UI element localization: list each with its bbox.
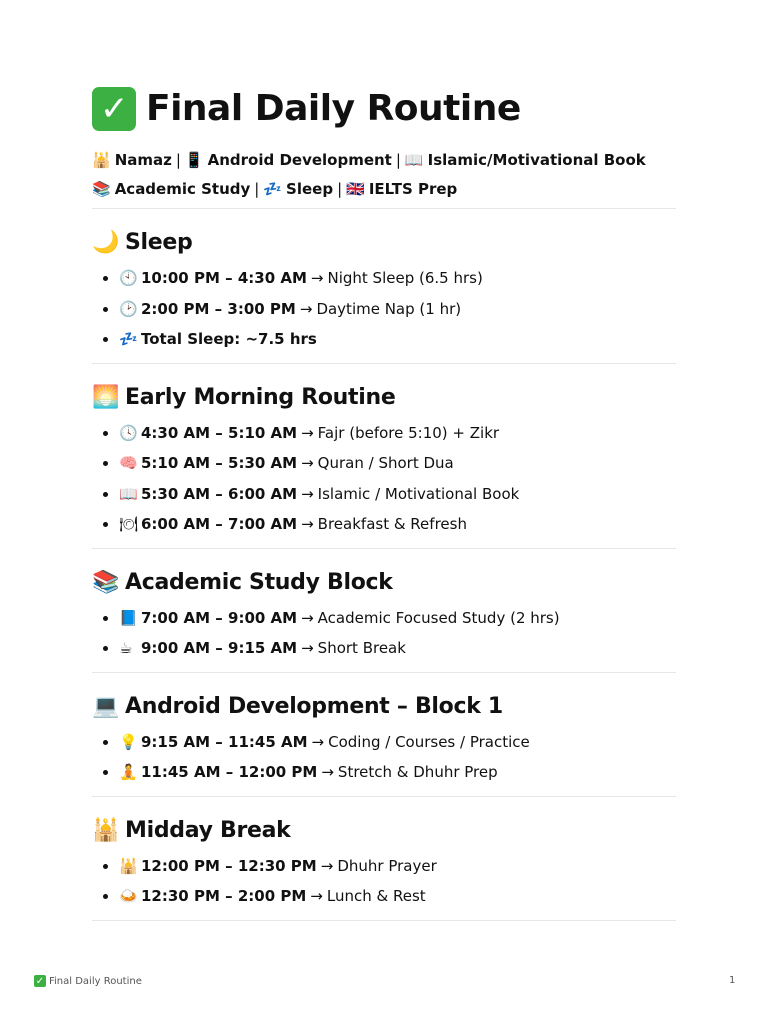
section-title-text: Midday Break: [125, 817, 291, 843]
footer-title: Final Daily Routine: [49, 975, 142, 987]
legend-separator: |: [254, 180, 260, 198]
document-page: [92, 82, 676, 921]
item-description: Fajr (before 5:10) + Zikr: [317, 423, 500, 442]
page-footer: [34, 975, 142, 987]
item-list: [92, 603, 676, 664]
section-4: [92, 797, 676, 921]
item-list: [92, 727, 676, 788]
coffee-icon: ☕: [119, 639, 133, 657]
section-title: [92, 565, 676, 601]
section-title: [92, 689, 676, 725]
lightbulb-icon: 💡: [119, 732, 138, 751]
item-list: [92, 263, 676, 355]
section-title: [92, 380, 676, 416]
section-title-text: Early Morning Routine: [125, 384, 396, 410]
item-description: Quran / Short Dua: [317, 454, 454, 472]
section-0: [92, 209, 676, 364]
clock-four-icon: 🕓: [119, 423, 138, 442]
item-list: [92, 418, 676, 540]
item-time: 11:45 AM – 12:00 PM: [141, 763, 318, 781]
legend-label: Android Development: [207, 151, 392, 169]
curry-icon: 🍛: [119, 887, 138, 905]
mosque-icon: 🕌: [92, 817, 120, 843]
legend-label: Sleep: [286, 180, 334, 198]
sections-container: [92, 209, 676, 921]
list-item: [92, 263, 676, 294]
page-title-text: Final Daily Routine: [146, 88, 521, 129]
legend-label: IELTS Prep: [368, 180, 458, 198]
open-book-icon: 📖: [119, 484, 138, 503]
item-time: 9:00 AM – 9:15 AM: [141, 639, 298, 657]
meditation-icon: 🧘: [119, 763, 138, 781]
arrow-icon: →: [320, 856, 334, 875]
item-description: Coding / Courses / Practice: [328, 732, 530, 751]
legend-line-2: [92, 175, 676, 204]
legend: [92, 146, 676, 204]
list-item: [92, 603, 676, 634]
list-item: [92, 633, 676, 664]
item-description: Academic Focused Study (2 hrs): [317, 608, 560, 627]
arrow-icon: →: [301, 423, 314, 442]
item-time: 5:30 AM – 6:00 AM: [141, 484, 298, 503]
legend-label: Islamic/Motivational Book: [427, 151, 646, 169]
arrow-icon: →: [321, 763, 334, 781]
books-icon: 📚: [92, 569, 120, 595]
zzz-icon: 💤: [119, 330, 138, 348]
list-item: [92, 294, 676, 325]
arrow-icon: →: [310, 269, 324, 287]
uk-flag-icon: 🇬🇧: [346, 180, 365, 198]
divider: [92, 920, 676, 921]
section-2: [92, 549, 676, 673]
item-time: 12:30 PM – 2:00 PM: [141, 887, 307, 905]
list-item: [92, 851, 676, 882]
item-description: Night Sleep (6.5 hrs): [327, 269, 483, 287]
item-description: Lunch & Rest: [326, 887, 426, 905]
item-time: 7:00 AM – 9:00 AM: [141, 608, 298, 627]
item-time: 6:00 AM – 7:00 AM: [141, 515, 298, 533]
clock-two-icon: 🕑: [119, 299, 138, 318]
arrow-icon: →: [311, 732, 325, 751]
check-icon: ✓: [35, 975, 45, 987]
arrow-icon: →: [299, 299, 313, 318]
section-title-text: Android Development – Block 1: [125, 693, 503, 719]
section-title: [92, 225, 676, 261]
item-description: Breakfast & Refresh: [317, 515, 467, 533]
arrow-icon: →: [301, 454, 314, 472]
item-description: Stretch & Dhuhr Prep: [337, 763, 498, 781]
list-item: [92, 727, 676, 758]
item-description: Short Break: [317, 639, 406, 657]
brain-icon: 🧠: [119, 454, 138, 472]
legend-separator: |: [337, 180, 343, 198]
blue-book-icon: 📘: [119, 608, 138, 627]
item-time: 12:00 PM – 12:30 PM: [141, 856, 317, 875]
arrow-icon: →: [301, 515, 314, 533]
item-description: Islamic / Motivational Book: [317, 484, 520, 503]
clock-ten-icon: 🕙: [119, 269, 138, 287]
arrow-icon: →: [301, 608, 314, 627]
section-title-text: Academic Study Block: [125, 569, 393, 595]
sunrise-icon: 🌅: [92, 384, 120, 410]
page-title: [92, 82, 676, 136]
section-title-text: Sleep: [125, 230, 193, 255]
section-title: [92, 813, 676, 849]
item-time: 9:15 AM – 11:45 AM: [141, 732, 308, 751]
item-time: Total Sleep: ~7.5 hrs: [141, 330, 317, 348]
zzz-icon: 💤: [263, 180, 283, 198]
item-list: [92, 851, 676, 912]
mosque-icon: 🕌: [119, 856, 138, 875]
arrow-icon: →: [301, 484, 314, 503]
item-description: Dhuhr Prayer: [337, 856, 437, 875]
phone-icon: 📱: [184, 151, 204, 169]
item-time: 2:00 PM – 3:00 PM: [141, 299, 296, 318]
list-item: [92, 418, 676, 449]
section-3: [92, 673, 676, 797]
arrow-icon: →: [301, 639, 314, 657]
books-icon: 📚: [92, 180, 111, 198]
list-item: [92, 509, 676, 540]
legend-line-1: [92, 146, 676, 175]
section-1: [92, 364, 676, 549]
list-item: [92, 448, 676, 479]
mosque-icon: 🕌: [92, 151, 111, 169]
item-time: 4:30 AM – 5:10 AM: [141, 423, 298, 442]
legend-separator: |: [175, 151, 181, 169]
list-item: [92, 757, 676, 788]
list-item: [92, 479, 676, 510]
laptop-icon: 💻: [92, 693, 120, 719]
list-item: [92, 324, 676, 355]
legend-label: Namaz: [114, 151, 172, 169]
arrow-icon: →: [310, 887, 323, 905]
open-book-icon: 📖: [404, 151, 424, 169]
check-icon: ✓: [92, 87, 136, 131]
legend-separator: |: [395, 151, 401, 169]
moon-icon: 🌙: [92, 230, 120, 255]
legend-label: Academic Study: [114, 180, 251, 198]
item-description: Daytime Nap (1 hr): [316, 299, 462, 318]
item-time: 5:10 AM – 5:30 AM: [141, 454, 298, 472]
page-number: 1: [729, 975, 736, 986]
plate-icon: 🍽: [119, 515, 139, 533]
list-item: [92, 881, 676, 912]
item-time: 10:00 PM – 4:30 AM: [141, 269, 307, 287]
